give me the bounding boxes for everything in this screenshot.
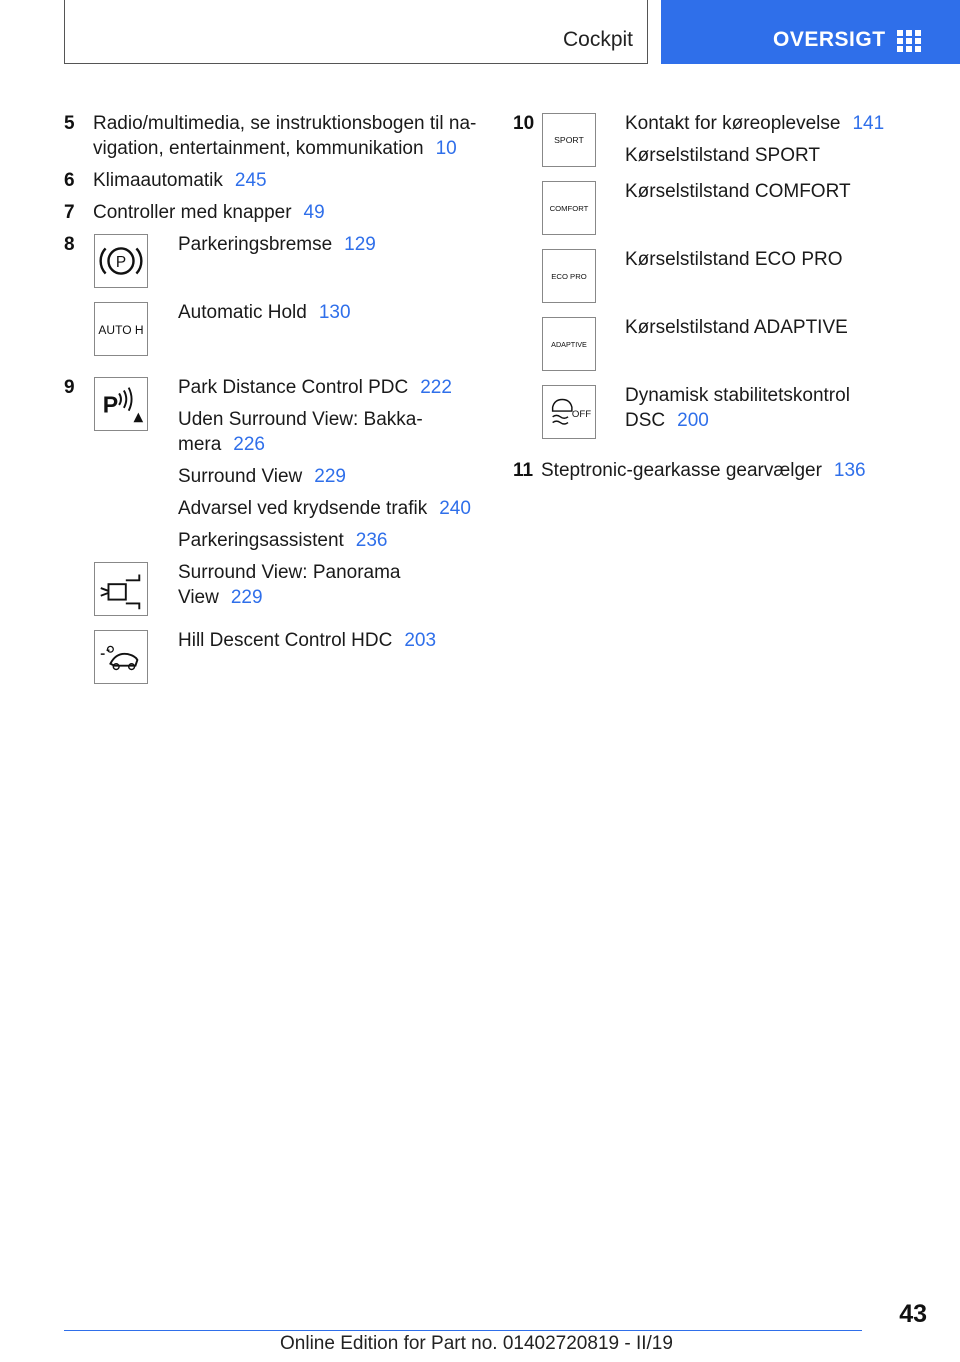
item-8a-text: Parkeringsbremse 129: [178, 234, 376, 255]
page-ref-link[interactable]: 222: [420, 377, 452, 398]
item-11-text: Steptronic-gearkasse gearvælger 136: [541, 460, 866, 481]
auto-hold-icon: [94, 302, 148, 356]
svg-text:P: P: [102, 391, 119, 418]
svg-text:P: P: [115, 253, 127, 271]
item-number-7: 7: [64, 202, 75, 223]
page-ref-link[interactable]: 10: [435, 138, 457, 159]
edition-text: Online Edition for Part no. 01402720819 - II/19: [280, 1333, 673, 1354]
item-10c-text: Kørselstilstand ECO PRO: [625, 249, 843, 270]
adaptive-mode-icon: [542, 317, 596, 371]
item-number-6: 6: [64, 170, 75, 191]
item-9b-text: Surround View: Panorama View 229: [178, 562, 401, 608]
item-number-8: 8: [64, 234, 75, 255]
page-ref-link[interactable]: 229: [230, 587, 263, 608]
svg-text:AUTO H: AUTO H: [98, 322, 144, 337]
footer-divider: [64, 1330, 862, 1331]
item-10b-text: Kørselstilstand COMFORT: [625, 181, 851, 202]
item-9c-text: Hill Descent Control HDC 203: [178, 630, 437, 651]
svg-text:COMFORT: COMFORT: [549, 203, 589, 213]
overview-tab[interactable]: [661, 0, 960, 64]
section-title: Cockpit: [562, 28, 633, 51]
page-ref-link[interactable]: 203: [404, 630, 437, 651]
page-ref-link[interactable]: 236: [355, 530, 388, 551]
page-ref-link[interactable]: 136: [833, 460, 866, 481]
item-number-9: 9: [64, 377, 75, 398]
item-5-line2: vigation, entertainment, kommunikation: [93, 138, 424, 159]
overview-tab-label: OVERSIGT: [773, 28, 886, 51]
svg-text:ADAPTIVE: ADAPTIVE: [551, 339, 587, 349]
page-ref-link[interactable]: 240: [439, 498, 471, 519]
panorama-view-icon: [94, 562, 148, 616]
page-ref-link[interactable]: 49: [303, 202, 325, 223]
item-8b-text: Automatic Hold 130: [178, 302, 351, 323]
page-ref-link[interactable]: 129: [344, 234, 376, 255]
sport-mode-icon: [542, 113, 596, 167]
item-9a-text: Park Distance Control PDC 222 Uden Surround View: Bakka- mera 226 Surround View 229 Advarsel ved krydsende trafik 240 Parkeringsassistent 236: [178, 377, 471, 551]
item-number-10: 10: [513, 113, 535, 134]
svg-text:SPORT: SPORT: [554, 134, 584, 145]
item-number-5: 5: [64, 113, 75, 134]
item-10d-text: Kørselstilstand ADAPTIVE: [625, 317, 848, 338]
page-ref-link[interactable]: 229: [314, 466, 346, 487]
park-distance-icon: [94, 377, 148, 431]
dsc-off-icon: [542, 385, 596, 439]
svg-text:OFF: OFF: [571, 408, 592, 420]
item-5-text: [93, 111, 476, 161]
item-6-text: Klimaautomatik 245: [93, 170, 267, 191]
page-number: 43: [899, 1300, 927, 1328]
parking-brake-icon: [94, 234, 148, 288]
item-7-text: Controller med knapper 49: [93, 202, 325, 223]
item-5-line1: Radio/multimedia, se instruktionsbogen til na-: [93, 113, 477, 134]
eco-pro-mode-icon: [542, 249, 596, 303]
item-number-11: 11: [513, 460, 534, 481]
grid-icon: [897, 30, 921, 52]
header-box: [64, 0, 648, 64]
svg-text:ECO PRO: ECO PRO: [551, 271, 587, 281]
comfort-mode-icon: [542, 181, 596, 235]
hill-descent-icon: [94, 630, 148, 684]
item-10e-text: Dynamisk stabilitetskontrol DSC 200: [625, 385, 850, 431]
page-ref-link[interactable]: 245: [234, 170, 267, 191]
page-ref-link[interactable]: 226: [233, 434, 265, 455]
page-ref-link[interactable]: 200: [677, 410, 709, 431]
item-10a-text: Kontakt for køreoplevelse 141 Kørselstilstand SPORT: [625, 113, 885, 166]
page-ref-link[interactable]: 130: [318, 302, 351, 323]
page-ref-link[interactable]: 141: [852, 113, 885, 134]
